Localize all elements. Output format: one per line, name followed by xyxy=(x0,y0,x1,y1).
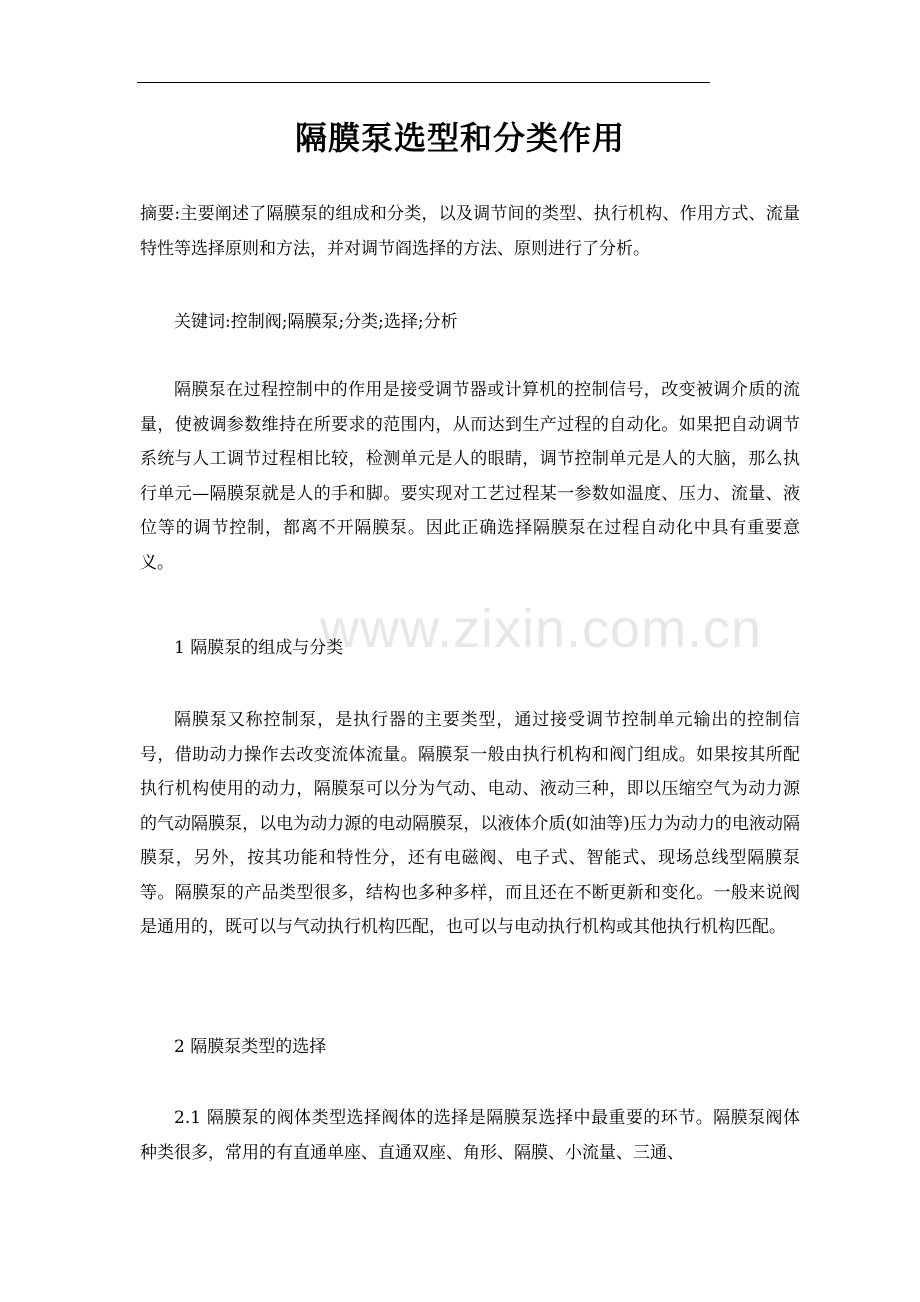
section-2-1-paragraph: 2.1 隔膜泵的阀体类型选择阀体的选择是隔膜泵选择中最重要的环节。隔膜泵阀体种类很多，常用的有直通单座、直通双座、角形、隔膜、小流量、三通、 xyxy=(140,1108,800,1163)
intro-paragraph: 隔膜泵在过程控制中的作用是接受调节器或计算机的控制信号，改变被调介质的流量，使被调参数维持在所要求的范围内，从而达到生产过程的自动化。如果把自动调节系统与人工调节过程相比较，检测单元是人的眼睛，调节控制单元是人的大脑，那么执行单元—隔膜泵就是人的手和脚。要实现对工艺过程某一参数如温度、压力、流量、液位等的调节控制，都离不开隔膜泵。因此正确选择隔膜泵在过程自动化中具有重要意义。 xyxy=(140,380,800,573)
watermark: www.zixin.com.cn xyxy=(320,599,763,659)
header-rule xyxy=(137,82,710,83)
abstract-paragraph: 摘要:主要阐述了隔膜泵的组成和分类，以及调节间的类型、执行机构、作用方式、流量特性等选择原则和方法，并对调节阎选择的方法、原则进行了分析。 xyxy=(140,204,800,259)
section-1-paragraph: 隔膜泵又称控制泵，是执行器的主要类型，通过接受调节控制单元输出的控制信号，借助动力操作去改变流体流量。隔膜泵一般由执行机构和阀门组成。如果按其所配执行机构使用的动力，隔膜泵可以分为气动、电动、液动三种，即以压缩空气为动力源的气动隔膜泵，以电为动力源的电动隔膜泵，以液体介质(如油等)压力为动力的电液动隔膜泵，另外，按其功能和特性分，还有电磁阀、电子式、智能式、现场总线型隔膜泵等。隔膜泵的产品类型很多，结构也多种多样，而且还在不断更新和变化。一般来说阀是通用的，既可以与气动执行机构匹配，也可以与电动执行机构或其他执行机构匹配。 xyxy=(140,710,800,937)
document-title: 隔膜泵选型和分类作用 xyxy=(294,119,625,157)
section-2-heading: 2 隔膜泵类型的选择 xyxy=(174,1037,327,1057)
keywords-line: 关键词:控制阀;隔膜泵;分类;选择;分析 xyxy=(174,312,458,332)
section-1-heading: 1 隔膜泵的组成与分类 xyxy=(174,638,344,658)
